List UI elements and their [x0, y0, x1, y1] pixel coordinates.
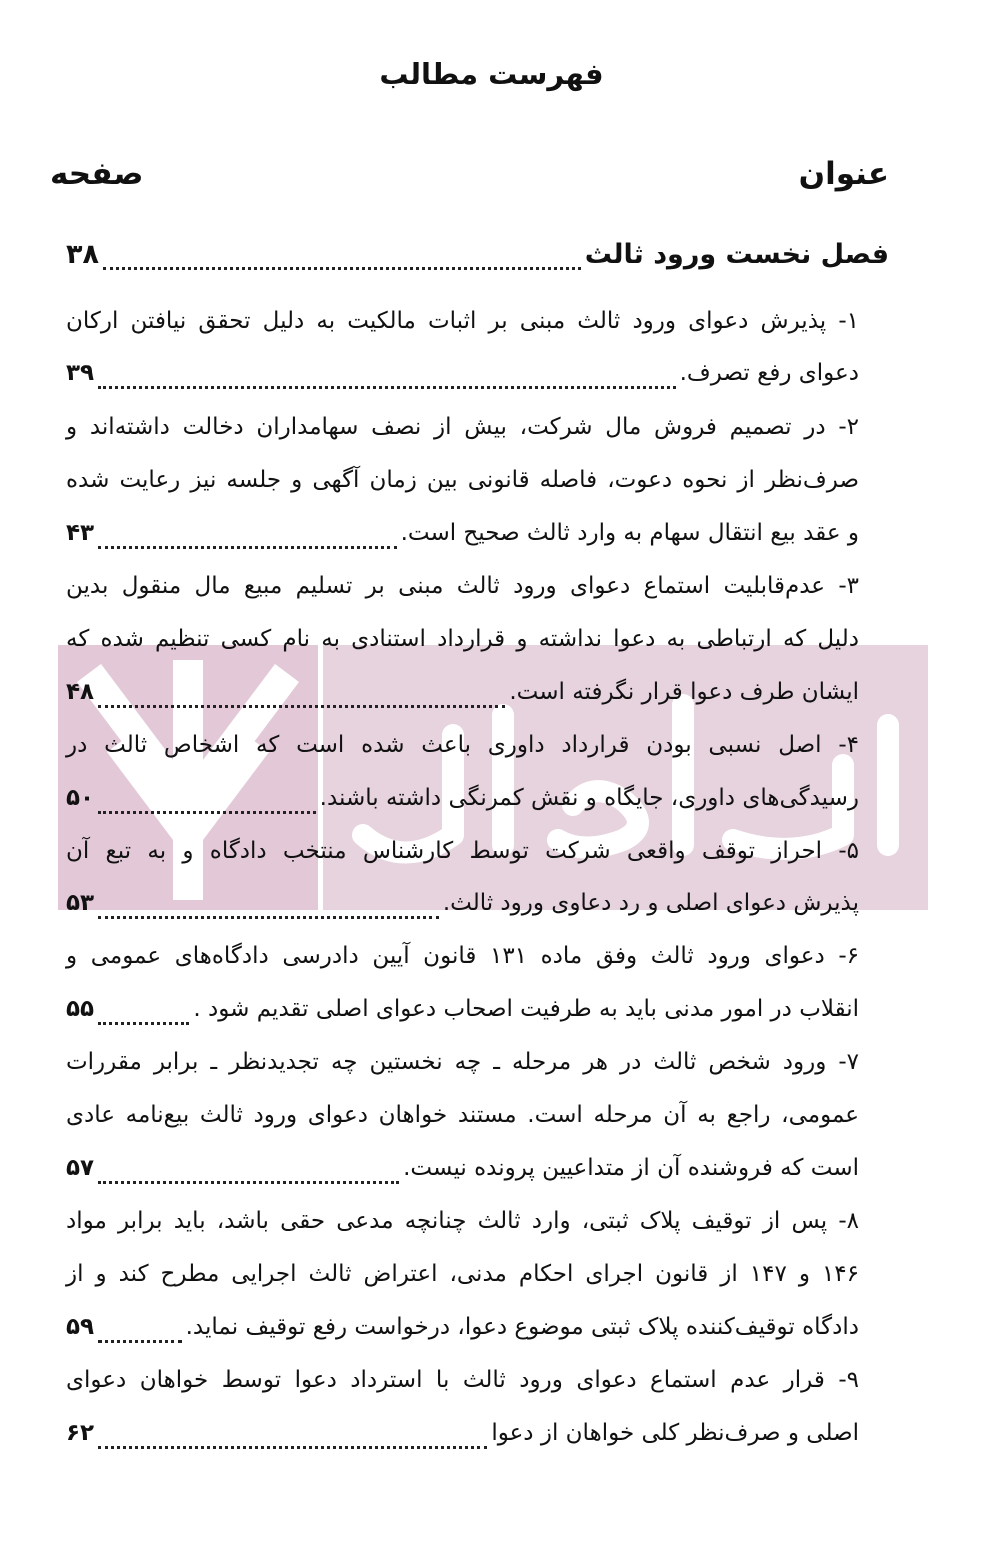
dot-leader [103, 251, 581, 270]
toc-entry[interactable] [66, 983, 859, 1036]
toc-entry-line: ۹- قرار عدم استماع دعوای ورود ثالث با استرداد دعوا توسط خواهان دعوای [66, 1367, 859, 1393]
dot-leader [98, 1324, 182, 1343]
toc-page-number: ۳۹ [66, 360, 95, 386]
dot-leader [98, 370, 676, 389]
toc-page-number: ۵۵ [66, 996, 95, 1022]
toc-entry-text: رسیدگی‌های داوری، جایگاه و نقش کمرنگی داشته باشند. [319, 785, 859, 811]
toc-entry-line: دلیل که ارتباطی به دعوا نداشته و قرارداد استنادی به نام کسی تنظیم شده که [66, 626, 859, 652]
toc-entry-line: ۸- پس از توقیف پلاک ثبتی، وارد ثالث چنانچه مدعی حقی باشد، باید برابر مواد [66, 1208, 859, 1234]
page-title: فهرست مطالب [379, 57, 604, 91]
toc-entry[interactable] [66, 1301, 859, 1354]
toc-page-number: ۴۸ [66, 679, 95, 705]
toc-entry-line: ۳- عدم‌قابلیت استماع دعوای ورود ثالث مبنی بر تسلیم مبیع مال منقول بدین [66, 573, 859, 599]
column-header-page: صفحه [50, 156, 144, 192]
toc-entry[interactable] [66, 772, 859, 825]
toc-entry-line: ۶- دعوای ورود ثالث وفق ماده ۱۳۱ قانون آیین دادرسی دادگاه‌های عمومی و [66, 943, 859, 969]
toc-entry-line: ۴- اصل نسبی بودن قرارداد داوری باعث شده است که اشخاص ثالث در [66, 732, 859, 758]
toc-entry-text: انقلاب در امور مدنی باید به طرفیت اصحاب دعوای اصلی تقدیم شود . [193, 996, 859, 1022]
toc-entry[interactable] [66, 877, 859, 930]
toc-entry[interactable] [66, 1142, 859, 1195]
toc-page-number: ۵۷ [66, 1155, 95, 1181]
toc-entry[interactable] [66, 1407, 859, 1460]
toc-entry-line: صرف‌نظر از نحوه دعوت، فاصله قانونی بین زمان آگهی و جلسه نیز رعایت شده [66, 467, 859, 493]
toc-entry-text: دعوای رفع تصرف. [679, 360, 859, 386]
toc-entry-text: و عقد بیع انتقال سهام به وارد ثالث صحیح است. [400, 520, 859, 546]
dot-leader [98, 1165, 399, 1184]
toc-page-number: ۵۹ [66, 1314, 95, 1340]
toc-page-number: ۴۳ [66, 520, 95, 546]
toc-entry-text: است که فروشنده آن از متداعیین پرونده نیست. [403, 1155, 859, 1181]
chapter-title: فصل نخست ورود ثالث [584, 239, 889, 270]
toc-page-number: ۵۰ [66, 785, 95, 811]
toc-entry[interactable] [66, 507, 859, 560]
toc-entry-text: ایشان طرف دعوا قرار نگرفته است. [509, 679, 859, 705]
toc-page-number: ۵۳ [66, 890, 95, 916]
dot-leader [98, 900, 439, 919]
toc-entry-text: اصلی و صرف‌نظر کلی خواهان از دعوا [491, 1420, 859, 1446]
toc-entry[interactable] [66, 666, 859, 719]
toc-entry-text: دادگاه توقیف‌کننده پلاک ثبتی موضوع دعوا، درخواست رفع توقیف نماید. [185, 1314, 859, 1340]
toc-entry-line: ۷- ورود شخص ثالث در هر مرحله ـ چه نخستین چه تجدیدنظر ـ برابر مقررات [66, 1049, 859, 1075]
dot-leader [98, 530, 396, 549]
toc-entry-line: ۱- پذیرش دعوای ورود ثالث مبنی بر اثبات مالکیت به دلیل تحقق نیافتن ارکان [66, 308, 859, 334]
toc-entry-line: ۲- در تصمیم فروش مال شرکت، بیش از نصف سهامداران دخالت داشته‌اند و [66, 414, 859, 440]
toc-entry-line: ۱۴۶ و ۱۴۷ از قانون اجرای احکام مدنی، اعتراض ثالث اجرایی مطرح کند و از [66, 1261, 859, 1287]
dot-leader [98, 795, 316, 814]
toc-entry-line: عمومی، راجع به آن مرحله است. مستند خواهان دعوای ورود ثالث بیع‌نامه عادی [66, 1102, 859, 1128]
toc-entry-text: پذیرش دعوای اصلی و رد دعاوی ورود ثالث. [442, 890, 859, 916]
dot-leader [98, 689, 505, 708]
dot-leader [98, 1006, 189, 1025]
chapter-page-number: ۳۸ [66, 239, 99, 270]
toc-entry-line: ۵- احراز توقف واقعی شرکت توسط کارشناس منتخب دادگاه و به تبع آن [66, 838, 859, 864]
toc-page-number: ۶۲ [66, 1420, 95, 1446]
column-header-topic: عنوان [798, 156, 889, 192]
toc-entry[interactable] [66, 347, 859, 400]
toc-chapter[interactable] [66, 228, 889, 281]
dot-leader [98, 1430, 487, 1449]
